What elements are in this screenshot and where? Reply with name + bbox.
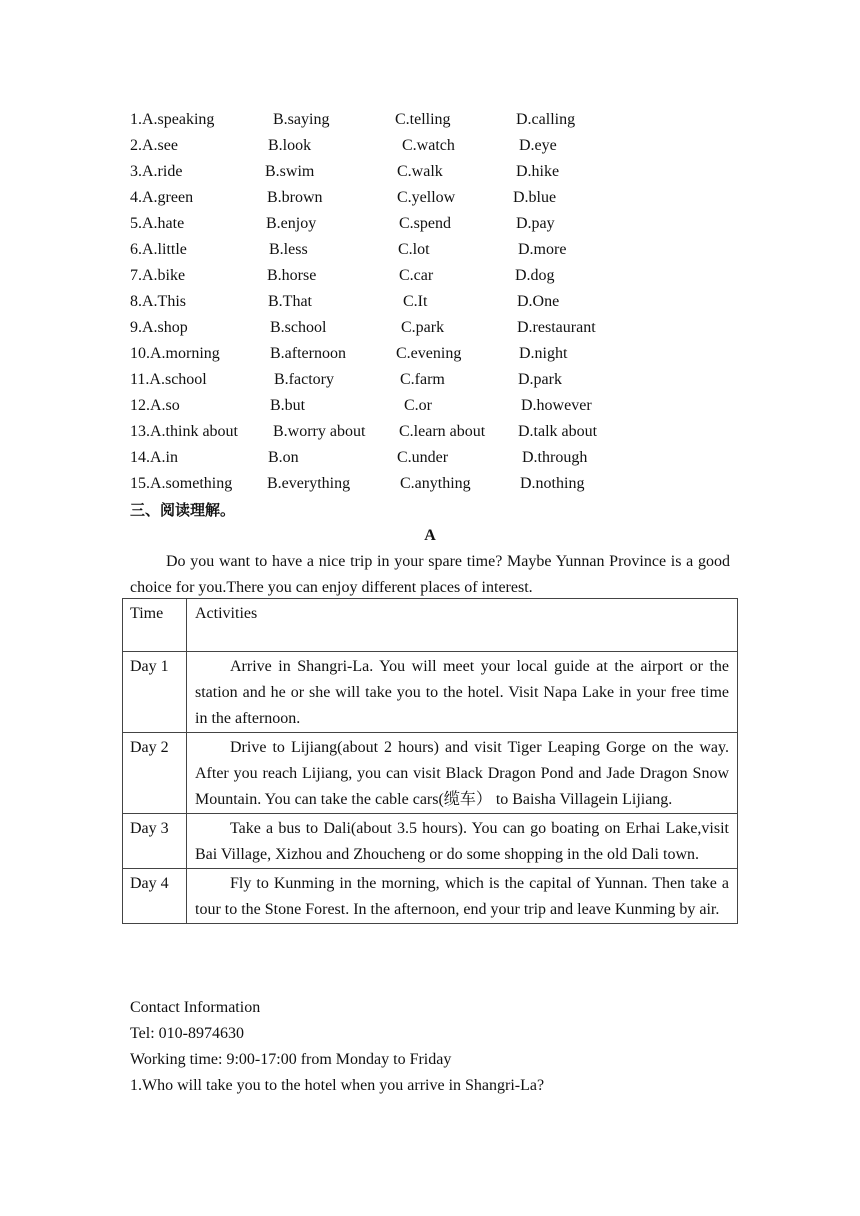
option-b: B.everything [267,475,351,492]
question-1: 1.Who will take you to the hotel when you arrive in Shangri-La? [130,1077,545,1094]
row-activity [187,733,738,814]
table-row [123,652,738,733]
option-b: B.but [270,397,306,414]
option-b: B.look [268,137,312,154]
option-c: C.spend [399,215,451,232]
option-d: D.blue [513,189,557,206]
option-c: C.yellow [397,189,456,206]
activity-text: Arrive in Shangri-La. You will meet your local guide at the airport or the station and he or she will take you to the hotel. Visit Napa Lake in your free time in the afternoon. [195,658,729,727]
option-c: C.under [397,449,449,466]
contact-hours: Working time: 9:00-17:00 from Monday to Friday [130,1051,452,1068]
option-a: 6.A.little [130,241,187,258]
option-d: D.through [522,449,588,466]
option-a: 5.A.hate [130,215,185,232]
option-c: C.It [403,293,428,310]
option-b: B.enjoy [266,215,317,232]
option-c: C.telling [395,111,451,128]
option-d: D.calling [516,111,576,128]
option-b: B.afternoon [270,345,346,362]
row-time: Day 4 [123,869,187,924]
question-option-row [0,393,860,419]
question-option-row [0,185,860,211]
table-row [123,814,738,869]
activity-text: Take a bus to Dali(about 3.5 hours). You can go boating on Erhai Lake,visit Bai Village, Xizhou and Zhoucheng or do some shopping in the old Dali town. [195,820,729,863]
question-option-row [0,211,860,237]
table-row [123,869,738,924]
option-b: B.saying [273,111,330,128]
header-time: Time [123,599,187,652]
option-d: D.pay [516,215,555,232]
option-c: C.anything [400,475,471,492]
contact-title: Contact Information [130,999,261,1016]
section-heading: 三、阅读理解。 [130,501,236,519]
option-c: C.car [399,267,434,284]
option-d: D.more [518,241,567,258]
option-a: 10.A.morning [130,345,220,362]
option-a: 13.A.think about [130,423,238,440]
option-d: D.hike [516,163,560,180]
option-a: 12.A.so [130,397,180,414]
option-a: 9.A.shop [130,319,188,336]
row-activity [187,652,738,733]
row-activity [187,814,738,869]
activity-text: Drive to Lijiang(about 2 hours) and visit Tiger Leaping Gorge on the way. After you reach Lijiang, you can visit Black Dragon Pond and Jade Dragon Snow Mountain. You can take the cable cars(缆车） to Baisha Villagein Lijiang. [195,739,729,808]
option-a: 15.A.something [130,475,233,492]
option-a: 7.A.bike [130,267,186,284]
passage-title: A [424,527,436,544]
question-option-row [0,289,860,315]
option-d: D.eye [519,137,557,154]
option-a: 4.A.green [130,189,194,206]
option-d: D.restaurant [517,319,596,336]
question-option-row [0,237,860,263]
option-d: D.night [519,345,568,362]
question-option-row [0,471,860,497]
row-time: Day 1 [123,652,187,733]
option-b: B.worry about [273,423,366,440]
question-option-row [0,419,860,445]
table-row [123,733,738,814]
option-a: 11.A.school [130,371,207,388]
option-b: B.That [268,293,312,310]
question-option-row [0,107,860,133]
question-option-row [0,315,860,341]
option-a: 1.A.speaking [130,111,215,128]
option-d: D.park [518,371,562,388]
option-c: C.park [401,319,445,336]
row-time: Day 2 [123,733,187,814]
option-c: C.walk [397,163,443,180]
option-c: C.learn about [399,423,486,440]
contact-tel: Tel: 010-8974630 [130,1025,244,1042]
option-a: 8.A.This [130,293,186,310]
option-b: B.horse [267,267,317,284]
itinerary-table [122,598,738,924]
option-b: B.school [270,319,327,336]
option-b: B.less [269,241,308,258]
option-a: 3.A.ride [130,163,183,180]
question-option-row [0,341,860,367]
option-c: C.lot [398,241,430,258]
option-b: B.swim [265,163,315,180]
question-option-row [0,159,860,185]
question-option-row [0,263,860,289]
option-d: D.One [517,293,560,310]
option-c: C.watch [402,137,455,154]
passage-intro: Do you want to have a nice trip in your spare time? Maybe Yunnan Province is a good choice for you.There you can enjoy different places of interest. [130,553,730,596]
header-activities: Activities [187,599,738,652]
question-option-row [0,133,860,159]
option-c: C.or [404,397,432,414]
option-d: D.however [521,397,592,414]
question-option-row [0,367,860,393]
option-b: B.factory [274,371,334,388]
option-a: 2.A.see [130,137,178,154]
question-option-row [0,445,860,471]
option-a: 14.A.in [130,449,178,466]
row-activity [187,869,738,924]
option-b: B.brown [267,189,323,206]
table-header-row [123,599,738,652]
option-d: D.talk about [518,423,598,440]
row-time: Day 3 [123,814,187,869]
option-c: C.evening [396,345,462,362]
option-c: C.farm [400,371,445,388]
option-d: D.nothing [520,475,585,492]
option-b: B.on [268,449,299,466]
activity-text: Fly to Kunming in the morning, which is the capital of Yunnan. Then take a tour to the Stone Forest. In the afternoon, end your trip and leave Kunming by air. [195,875,729,918]
option-d: D.dog [515,267,555,284]
